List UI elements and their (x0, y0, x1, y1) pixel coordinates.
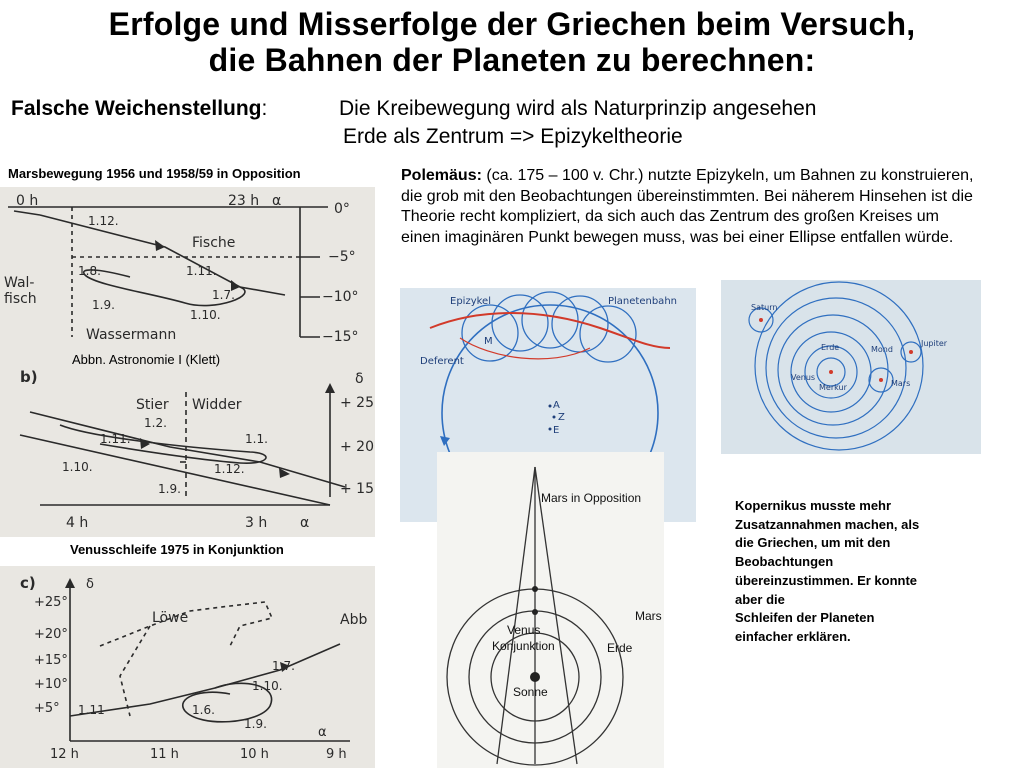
dec-c-10: +10° (34, 677, 68, 692)
label-jupiter: Jupiter (921, 339, 948, 348)
label-m: M (484, 336, 493, 347)
label-venus-opp: Venus (507, 623, 541, 637)
copernicus-line: Beobachtungen (735, 554, 834, 570)
label-planetenbahn: Planetenbahn (608, 296, 677, 307)
dec-b-15: + 15 (340, 481, 374, 497)
venus-diagram (0, 566, 375, 768)
alpha-b: α (300, 515, 310, 531)
date-a-4: 1.7. (212, 288, 235, 302)
copernicus-line: Kopernikus musste mehr (735, 498, 892, 513)
ptolemy-text: (ca. 175 – 100 v. Chr.) nutzte Epizykeln, um Bahnen zu konstruieren, die grob mit den Beobachtungen übereinstimmten. Bei näherem Hinsehen ist die Theorie recht kompliziert, da sich auch das Zentrum des großen Kreises um einen imaginären Punkt bewegen muss, was bei einer Ellipse entfallen würde. (401, 167, 974, 246)
dec-b-20: + 20 (340, 439, 374, 455)
label-konjunktion: Konjunktion (492, 639, 555, 653)
alpha-a: α (272, 193, 282, 209)
label-z: Z (558, 412, 565, 423)
label-merkur: Merkur (819, 383, 847, 392)
time-11h: 11 h (150, 747, 179, 762)
title-line-2: die Bahnen der Planeten zu berechnen: (208, 42, 816, 78)
label-deferent: Deferent (420, 356, 464, 367)
dec-c-20: +20° (34, 627, 68, 642)
date-a-3: 1.11. (186, 264, 217, 278)
copernicus-text (735, 497, 995, 647)
image-credit: Abbn. Astronomie I (Klett) (72, 352, 221, 367)
const-stier: Stier (136, 397, 169, 413)
date-c-5: 1.11 (78, 703, 105, 717)
date-c-3: 1.6. (192, 703, 215, 717)
dec-c-25: +25° (34, 595, 68, 610)
time-0h: 0 h (16, 193, 39, 209)
date-b-1: 1.2. (144, 416, 167, 430)
date-b-4: 1.10. (62, 460, 93, 474)
opposition-diagram (437, 452, 664, 768)
date-c-2: 1.10. (252, 679, 283, 693)
abb-label: Abb (340, 612, 368, 628)
delta-b: δ (355, 371, 364, 387)
date-b-5: 1.12. (214, 462, 245, 476)
label-e: E (553, 425, 560, 436)
copernicus-line: einfacher erklären. (735, 628, 851, 644)
label-mars: Mars (891, 379, 911, 388)
time-12h: 12 h (50, 747, 79, 762)
panel-c-letter: c) (20, 574, 36, 592)
dec-minus15: −15° (322, 329, 359, 345)
dec-minus10: −10° (322, 289, 359, 305)
subtitle-colon: : (261, 97, 268, 120)
label-epizykel: Epizykel (450, 296, 491, 307)
page-title (0, 6, 1024, 78)
venus-diagram-svg (0, 566, 375, 768)
label-a: A (553, 400, 560, 411)
ptolemy-name: Polemäus: (401, 167, 482, 184)
label-mars-opposition: Mars in Opposition (541, 491, 642, 505)
const-wassermann: Wassermann (86, 327, 177, 343)
date-a-2: 1.8. (78, 264, 101, 278)
date-a-6: 1.10. (190, 308, 221, 322)
label-mond: Mond (871, 345, 893, 354)
dec-minus5: −5° (328, 249, 356, 265)
date-b-6: 1.9. (158, 482, 181, 496)
date-b-3: 1.1. (245, 432, 268, 446)
copernicus-line: aber die (735, 591, 785, 607)
dec-0: 0° (334, 201, 350, 217)
const-wal: Wal- (4, 275, 35, 291)
date-a-5: 1.9. (92, 298, 115, 312)
subtitle-text-2: Erde als Zentrum => Epizykeltheorie (343, 125, 683, 148)
dec-c-15: +15° (34, 653, 68, 668)
panel-b-letter: b) (20, 368, 38, 386)
subtitle-text-1: Die Kreibewegung wird als Naturprinzip angesehen (339, 97, 817, 120)
time-b-4h: 4 h (66, 515, 89, 531)
ptolemy-paragraph (401, 166, 981, 248)
venus-caption: Venusschleife 1975 in Konjunktion (70, 542, 284, 557)
time-23h: 23 h (228, 193, 260, 209)
copernicus-line: übereinzustimmen. Er konnte (735, 572, 918, 588)
label-saturn: Saturn (751, 303, 778, 312)
label-mars-orbit: Mars (635, 609, 662, 623)
date-c-4: 1.9. (244, 717, 267, 731)
label-erde-opp: Erde (607, 641, 633, 655)
delta-c: δ (86, 577, 94, 592)
copernicus-line: Zusatzannahmen machen, als (735, 516, 920, 532)
alpha-c: α (318, 725, 327, 740)
const-fisch: fisch (4, 291, 37, 307)
copernicus-line: die Griechen, um mit den (735, 535, 891, 551)
label-sonne: Sonne (513, 685, 548, 699)
title-line-1: Erfolge und Misserfolge der Griechen beim Versuch, (108, 6, 916, 42)
copernicus-line: Schleifen der Planeten (735, 610, 875, 626)
time-10h: 10 h (240, 747, 269, 762)
time-9h: 9 h (326, 747, 347, 762)
opposition-svg (437, 452, 664, 768)
dec-c-5: +5° (34, 701, 60, 716)
date-c-1: 1.7. (272, 659, 295, 673)
date-a-1: 1.12. (88, 214, 119, 228)
const-loewe: Löwe (152, 610, 189, 626)
const-fische: Fische (192, 235, 236, 251)
const-widder: Widder (192, 397, 242, 413)
time-b-3h: 3 h (245, 515, 268, 531)
dec-b-25: + 25 (340, 395, 374, 411)
label-venus: Venus (791, 373, 816, 382)
planets-diagram (721, 280, 981, 454)
label-erde: Erde (821, 343, 840, 352)
planets-svg (721, 280, 981, 454)
subtitle-label: Falsche Weichenstellung (11, 97, 262, 120)
date-b-2: 1.11. (100, 432, 131, 446)
subtitle-row-1 (11, 96, 267, 122)
mars-caption: Marsbewegung 1956 und 1958/59 in Opposition (8, 166, 301, 181)
